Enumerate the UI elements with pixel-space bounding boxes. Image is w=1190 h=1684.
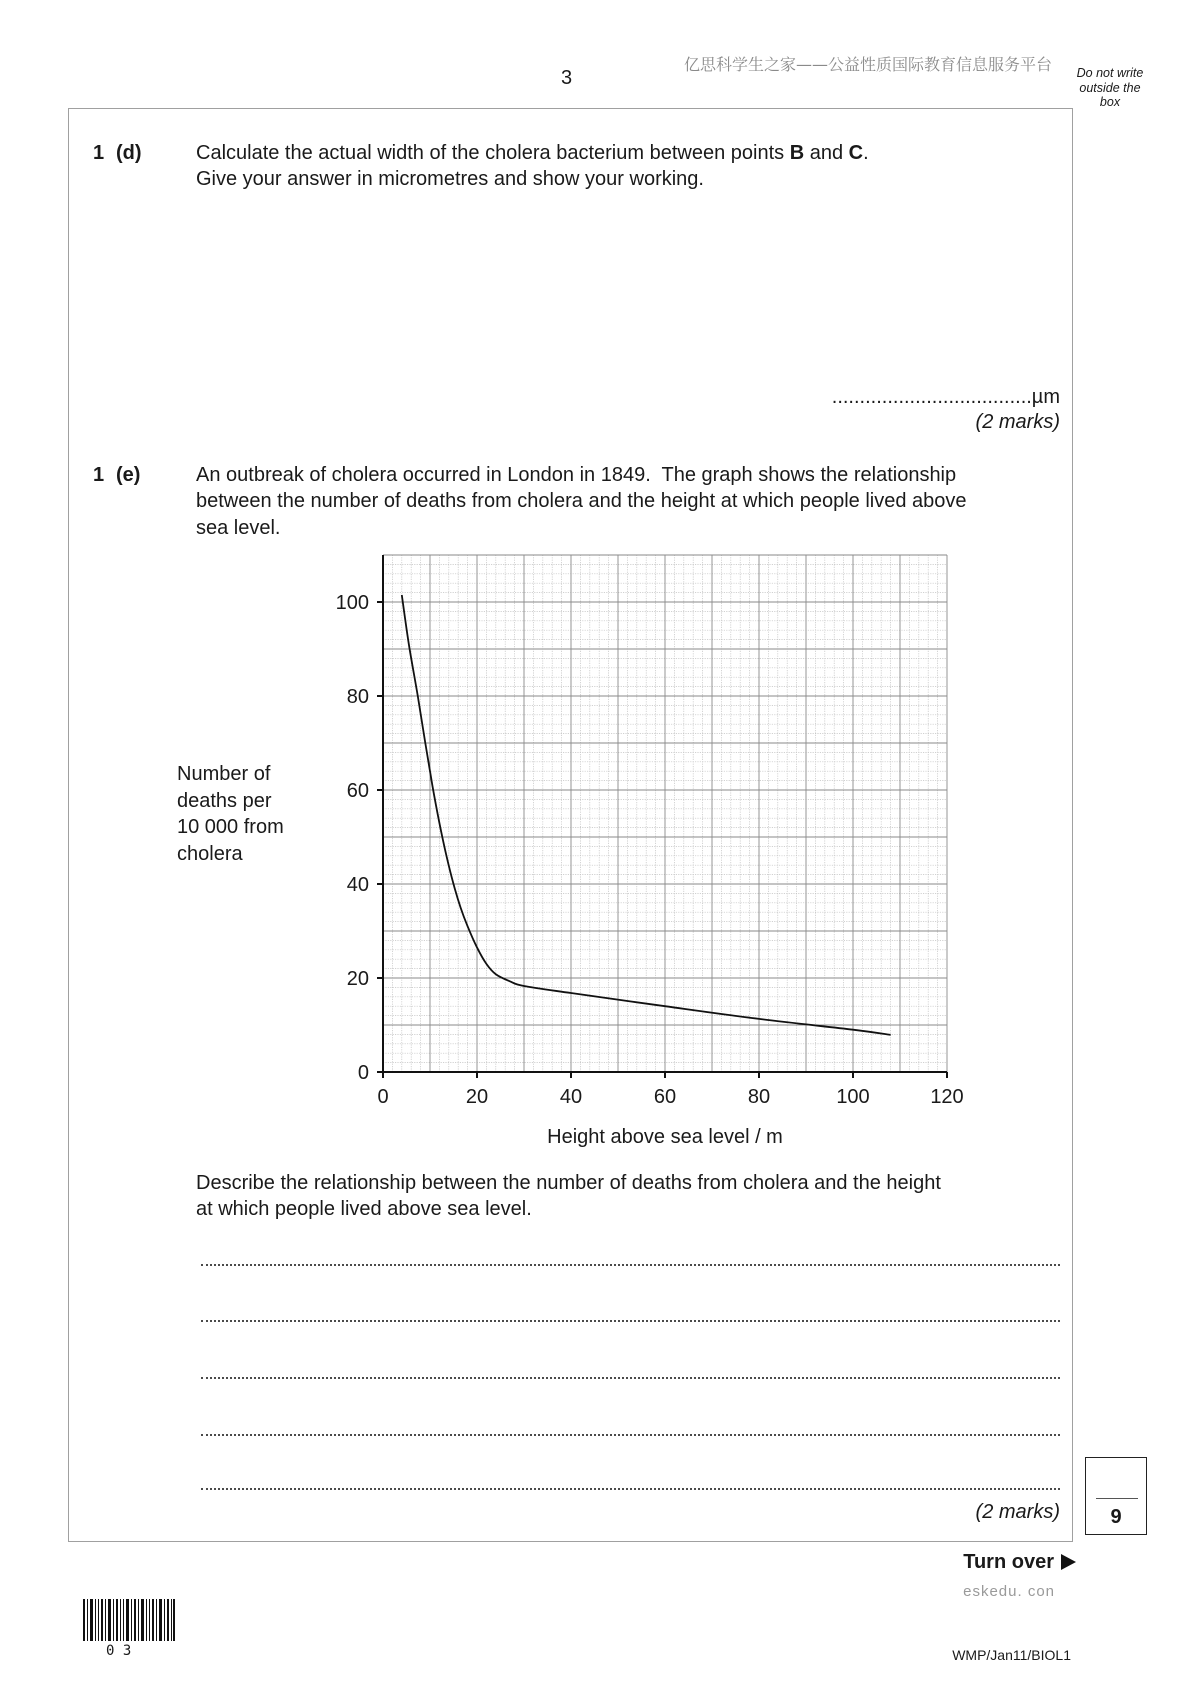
question-text-line: at which people lived above sea level. bbox=[196, 1198, 532, 1220]
site-watermark: eskedu. con bbox=[963, 1583, 1055, 1600]
question-text-line bbox=[196, 140, 869, 166]
cholera-deaths-graph bbox=[300, 530, 980, 1160]
question-part-label: (d) bbox=[116, 142, 142, 164]
y-axis-label-line: cholera bbox=[177, 842, 243, 865]
point-label-b: B bbox=[789, 142, 805, 164]
y-axis-label-line: 10 000 from bbox=[177, 816, 284, 838]
x-axis-label: Height above sea level / m bbox=[547, 1126, 783, 1148]
marks-label: (2 marks) bbox=[975, 411, 1060, 433]
y-axis-label-line: Number of bbox=[177, 763, 271, 785]
barcode-digits: 0 3 bbox=[106, 1643, 132, 1659]
text-segment: and bbox=[804, 142, 849, 164]
y-tick-label: 100 bbox=[335, 592, 369, 614]
answer-line bbox=[201, 1488, 1060, 1490]
question-text-line: Give your answer in micrometres and show your working. bbox=[196, 168, 704, 190]
answer-line bbox=[201, 1264, 1060, 1266]
x-tick-label: 120 bbox=[930, 1086, 964, 1108]
point-label-c: C bbox=[848, 142, 864, 164]
score-rule bbox=[1096, 1498, 1138, 1499]
x-tick-label: 100 bbox=[836, 1086, 870, 1108]
y-tick-label: 80 bbox=[346, 686, 369, 708]
y-tick-label: 20 bbox=[346, 968, 369, 990]
answer-line bbox=[201, 1377, 1060, 1379]
question-text-line: An outbreak of cholera occurred in London in 1849. The graph shows the relationship bbox=[196, 464, 957, 486]
question-number: 1 bbox=[93, 142, 105, 164]
margin-note bbox=[1068, 66, 1152, 110]
text-segment: . bbox=[863, 142, 869, 164]
y-tick-label: 40 bbox=[346, 874, 369, 896]
marks-label: (2 marks) bbox=[975, 1501, 1060, 1523]
page-number: 3 bbox=[561, 67, 573, 89]
turn-over-indicator bbox=[963, 1549, 1076, 1575]
y-axis-label-line: deaths per bbox=[177, 789, 272, 812]
question-text-line: between the number of deaths from cholera and the height at which people lived above bbox=[196, 490, 967, 512]
x-tick-label: 80 bbox=[747, 1086, 771, 1108]
answer-line-um: ....................................µm bbox=[831, 386, 1060, 408]
paper-code: WMP/Jan11/BIOL1 bbox=[952, 1647, 1071, 1663]
answer-line bbox=[201, 1434, 1060, 1436]
y-tick-label: 60 bbox=[346, 780, 369, 802]
barcode bbox=[83, 1599, 175, 1641]
question-part-label: (e) bbox=[116, 464, 141, 486]
text-segment: Calculate the actual width of the cholera bacterium between points bbox=[196, 142, 790, 164]
x-tick-label: 60 bbox=[653, 1086, 677, 1108]
question-text-line: Describe the relationship between the number of deaths from cholera and the height bbox=[196, 1172, 941, 1194]
right-triangle-icon bbox=[1061, 1554, 1076, 1570]
margin-note-line: Do not write bbox=[1076, 66, 1144, 80]
x-tick-label: 0 bbox=[377, 1086, 389, 1108]
question-text-line: sea level. bbox=[196, 517, 281, 539]
x-tick-label: 40 bbox=[559, 1086, 583, 1108]
question-number: 1 bbox=[93, 464, 105, 486]
y-axis-label bbox=[177, 761, 284, 867]
turn-over-label: Turn over bbox=[963, 1551, 1054, 1573]
answer-line bbox=[201, 1320, 1060, 1322]
margin-note-line: box bbox=[1099, 95, 1121, 109]
page-total-marks: 9 bbox=[1110, 1506, 1122, 1528]
watermark-text: 亿思科学生之家——公益性质国际教育信息服务平台 bbox=[684, 55, 1053, 74]
page-score-box bbox=[1085, 1457, 1147, 1535]
y-tick-label: 0 bbox=[357, 1062, 369, 1084]
x-tick-label: 20 bbox=[465, 1086, 489, 1108]
margin-note-line: outside the bbox=[1079, 80, 1141, 95]
